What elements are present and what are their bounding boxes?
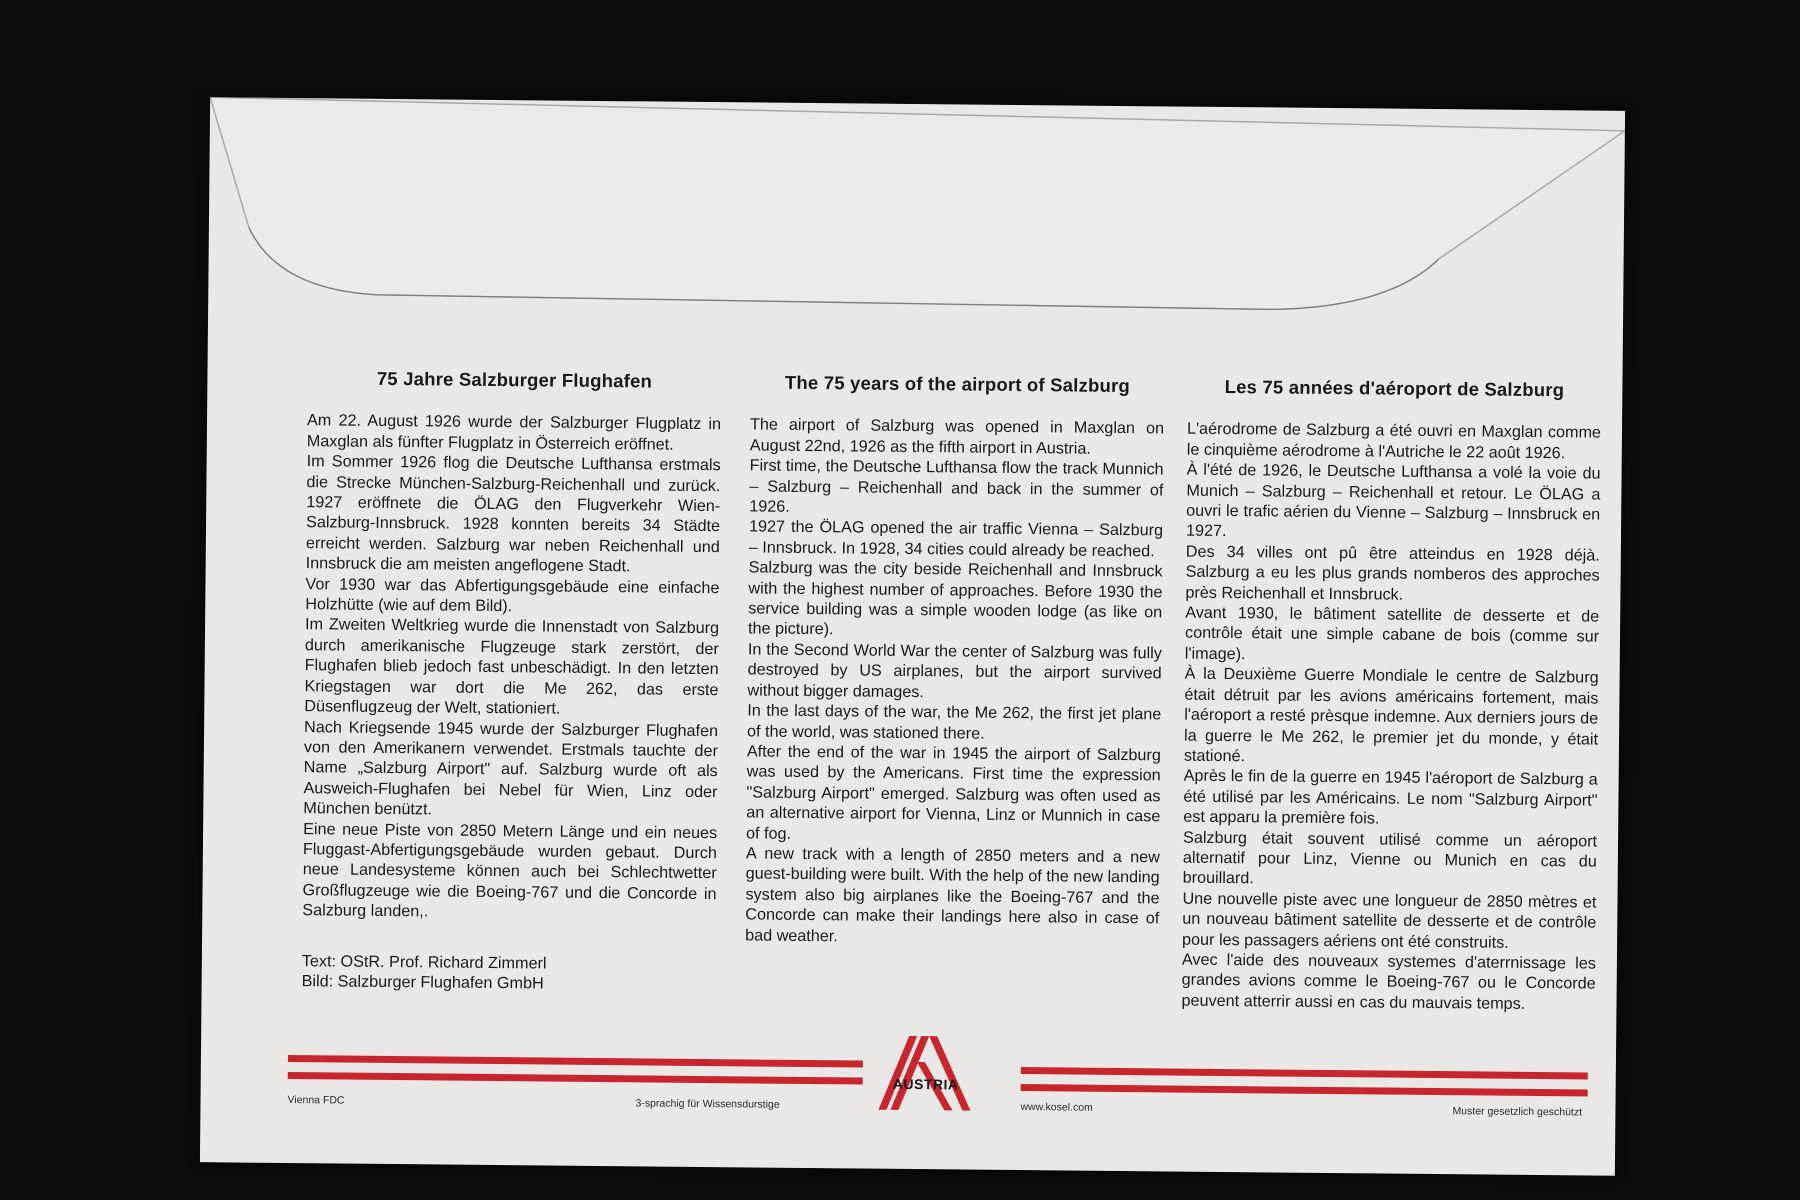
credit-text: Text: OStR. Prof. Richard Zimmerl [301,951,547,973]
footer-website: www.kosel.com [1020,1101,1093,1114]
german-column [302,368,722,995]
english-paragraph: The airport of Salzburg was opened in Maxglan on August 22nd, 1926 as the fifth airport in Austria. [749,415,1165,458]
german-paragraph: Vor 1930 war das Abfertigungsgebäude eine einfache Holzhütte (wie auf dem Bild). [305,574,720,616]
german-paragraph: Nach Kriegsende 1945 wurde der Salzburger Flughafen von den Amerikanern verwendet. Erstmals tauchte der Name „Salzburg Airport" auf. Salzburg wurde oft als Ausweich-Flughafen bei Nebel für Wien, Linz oder München benützt. [303,717,719,819]
red-stripe [288,1072,863,1085]
credits [302,951,716,996]
english-paragraph: Salzburg was the city beside Reichenhall and Innsbruck with the highest number of approaches. Before 1930 the service building was a simple wooden lodge (as like on the picture). [747,558,1163,639]
english-paragraph: A new track with a length of 2850 meters and a new guest-building were built. With the help of the new landing system also big airplanes like the Boeing-767 and the Concorde can make their landings here also in case of bad weather. [745,844,1160,945]
french-paragraph: Des 34 villes ont pû être atteindus en 1928 déjà. Salzburg a eu les plus grands nomberos des approches près Reichenhall et Innsbruck. [1185,542,1600,604]
english-column [745,372,1164,949]
english-paragraph: In the Second World War the center of Salzburg was fully destroyed by US airplanes, but the airport survived without bigger damages. [747,640,1162,701]
red-stripe [288,1055,863,1068]
german-paragraph: Am 22. August 1926 wurde der Salzburger Flugplatz in Maxglan als fünfter Flugplatz in Österreich eröffnet. [306,411,722,454]
english-paragraph: First time, the Deutsche Lufthansa flow the track Munnich – Salzburg – Reichenhall and back in the summer of 1926. [749,456,1164,516]
english-paragraph: 1927 the ÖLAG opened the air traffic Vienna – Salzburg – Innsbruck. In 1928, 34 cities could already be reached. [748,517,1164,561]
english-paragraph: In the last days of the war, the Me 262, the first jet plane of the world, was stationed there. [746,701,1162,743]
french-paragraph: Une nouvelle piste avec une longueur de 2850 mètres et un nouveau bâtiment satellite de desserte et de contrôle pour les passagers aériens ont été construits. [1182,889,1597,952]
austria-logo [870,1034,981,1119]
red-stripe [1021,1067,1588,1079]
red-stripe [1021,1084,1588,1096]
french-paragraph: Après le fin de la guerre en 1945 l'aéroport de Salzburg a été utilisé par les Américains. Le nom "Salzburg Airport" est apparu la première fois. [1183,766,1598,828]
german-paragraph: Eine neue Piste von 2850 Metern Länge und ein neues Fluggast-Abfertigungsgebäude wurden gebaut. Durch neue Landesysteme können auch bei Schlechtwetter Großflugzeuge wie die Boeing-767 und die Concorde in Salzburg landen,. [302,819,718,921]
german-paragraph: Im Zweiten Weltkrieg wurde die Innenstadt von Salzburg durch amerikanische Flugzeuge stark zerstört, der Flughafen blieb jedoch fast unbeschädigt. In den letzten Kriegstagen war dort die Me 262, das erste Düsenflugzeug der Welt, stationiert. [304,615,720,718]
french-paragraph: L'aérodrome de Salzburg a été ouvri en Maxglan comme le cinquième aérodrome à l'Autriche le 22 août 1926. [1186,420,1602,463]
french-paragraph: À l'été de 1926, le Deutsche Lufthansa a volé la voie du Munich – Salzburg – Reichenhall et retour. Le ÖLAG a ouvri le trafic aérien du Vienne – Salzburg – Innsbruck en 1927. [1185,460,1601,541]
english-paragraph: After the end of the war in 1945 the airport of Salzburg was used by the Americans. First time the expression "Salzburg Airport" emerged. Salzburg was often used as an alternative airport for Vienna, Linz or Munnich in case of fog. [746,742,1161,843]
credit-image: Bild: Salzburger Flughafen GmbH [301,972,544,993]
german-title: 75 Jahre Salzburger Flughafen [376,367,653,392]
footer-tagline: 3-sprachig für Wissensdurstige [635,1097,780,1111]
french-title: Les 75 années d'aéroport de Salzburg [1224,375,1565,401]
footer-vienna-fdc: Vienna FDC [287,1094,345,1107]
french-paragraph: À la Deuxième Guerre Mondiale le centre de Salzburg était détruit par les avions américains fortement, mais l'aéroport a resté prèsque indemne. Aux derniers jours de la guerre le Me 262, le premier jet du monde, y était stationé. [1183,664,1599,766]
french-column [1181,377,1601,1015]
english-title: The 75 years of the airport of Salzburg [784,371,1131,397]
french-paragraph: Avant 1930, le bâtiment satellite de desserte et de contrôle était une simple cabane de bois (comme sur l'image). [1184,603,1600,664]
german-paragraph: Im Sommer 1926 flog die Deutsche Lufthansa erstmals die Strecke München-Salzburg-Reichenhall und zurück. 1927 eröffnete die ÖLAG den Flugverkehr Wien-Salzburg-Innsbruck. 1928 konnten bereits 34 Städte erreicht werden. Salzburg war neben Reichenhall und Innsbruck die am meisten angeflogene Stadt. [305,452,721,576]
decorative-stripes-right [1021,1067,1588,1102]
french-paragraph: Salzburg était souvent utilisé comme un aéroport alternatif pour Linz, Vienne ou Munich en cas du brouillard. [1182,828,1598,888]
french-paragraph: Avec l'aide des nouveaux systemes d'aterrnissage les grandes avions comme le Boeing-767 ou le Concorde peuvent atterrir aussi en cas du mauvais temps. [1181,950,1596,1013]
envelope-flap [208,97,1625,371]
footer-copyright-notice: Muster gesetzlich geschützt [1452,1105,1583,1119]
decorative-stripes-left [288,1055,863,1091]
austria-logo-text: AUSTRIA [892,1075,959,1093]
envelope-back [200,97,1625,1176]
